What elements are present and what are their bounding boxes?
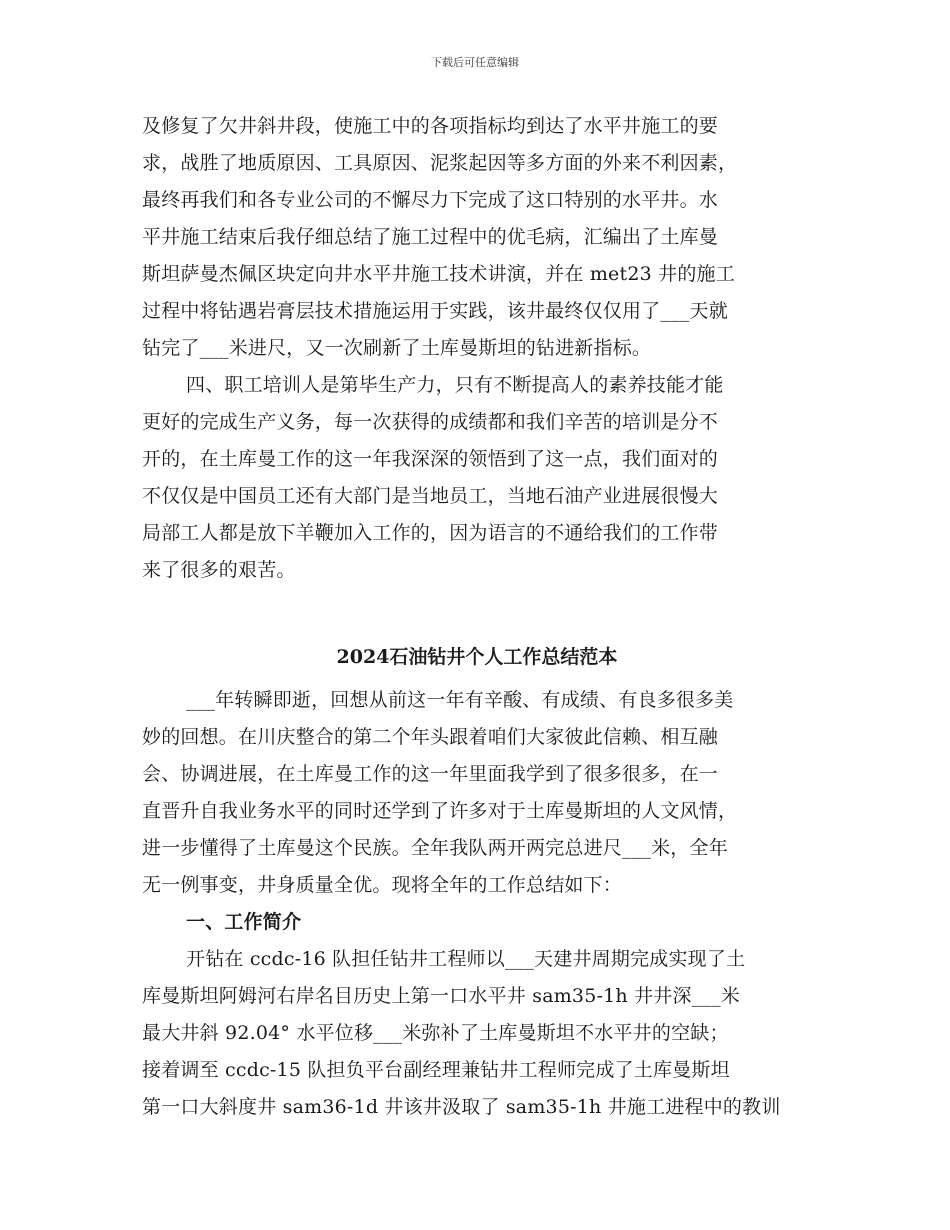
paragraph-intro bbox=[142, 682, 812, 904]
text-line: 接着调至 ccdc-15 队担负平台副经理兼钻井工程师完成了土库曼斯坦 bbox=[142, 1059, 730, 1081]
text-line: 无一例事变，井身质量全优。现将全年的工作总结如下： bbox=[142, 874, 623, 896]
paragraph-training bbox=[142, 367, 812, 626]
text-line: 过程中将钻遇岩膏层技术措施运用于实践，该井最终仅仅用了___天就 bbox=[142, 300, 728, 322]
text-line: 进一步懂得了土库曼这个民族。全年我队两开两完总进尺___米，全年 bbox=[142, 837, 728, 859]
text-line: 不仅仅是中国员工还有大部门是当地员工，当地石油产业进展很慢大 bbox=[142, 485, 719, 507]
text-line: 更好的完成生产义务，每一次获得的成绩都和我们辛苦的培训是分不 bbox=[142, 411, 719, 433]
text-line: 来了很多的艰苦。 bbox=[142, 559, 296, 581]
document-title: 2024石油钻井个人工作总结范本 bbox=[336, 646, 618, 668]
text-line: 直晋升自我业务水平的同时还学到了许多对于土库曼斯坦的人文风情， bbox=[142, 800, 738, 822]
text-line: 局部工人都是放下羊鞭加入工作的，因为语言的不通给我们的工作带 bbox=[142, 522, 719, 544]
text-line: 开的，在土库曼工作的这一年我深深的领悟到了这一点，我们面对的 bbox=[142, 448, 719, 470]
text-line: 妙的回想。在川庆整合的第二个年头跟着咱们大家彼此信赖、相互融 bbox=[142, 726, 719, 748]
text-line: 平井施工结束后我仔细总结了施工过程中的优毛病，汇编出了土库曼 bbox=[142, 226, 719, 248]
document-body bbox=[142, 108, 812, 1126]
text-line: 四、职工培训人是第毕生产力，只有不断提高人的素养技能才能 bbox=[186, 374, 724, 396]
text-line: 最大井斜 92.04° 水平位移___米弥补了土库曼斯坦不水平井的空缺； bbox=[142, 1022, 729, 1044]
text-line: 钻完了___米进尺，又一次刷新了土库曼斯坦的钻进新指标。 bbox=[142, 337, 652, 359]
text-line: 求，战胜了地质原因、工具原因、泥浆起因等多方面的外来不利因素， bbox=[142, 152, 738, 174]
section-heading: 一、工作简介 bbox=[186, 911, 302, 933]
text-line: 斯坦萨曼杰佩区块定向井水平井施工技术讲演，并在 met23 井的施工 bbox=[142, 263, 735, 285]
page-header: 下载后可任意编辑 bbox=[431, 56, 519, 69]
text-line: 最终再我们和各专业公司的不懈尽力下完成了这口特别的水平井。水 bbox=[142, 189, 719, 211]
text-line: 及修复了欠井斜井段，使施工中的各项指标均到达了水平井施工的要 bbox=[142, 115, 719, 137]
text-line: 开钻在 ccdc-16 队担任钻井工程师以___天建井周期完成实现了土 bbox=[186, 948, 746, 970]
text-line: 第一口大斜度井 sam36-1d 井该井汲取了 sam35-1h 井施工进程中的教训 bbox=[142, 1096, 781, 1118]
text-line bbox=[142, 589, 812, 626]
text-line: 库曼斯坦阿姆河右岸名目历史上第一口水平井 sam35-1h 井井深___米 bbox=[142, 985, 740, 1007]
paragraph-work-intro bbox=[142, 941, 812, 1126]
text-line: ___年转瞬即逝，回想从前这一年有辛酸、有成绩、有良多很多美 bbox=[186, 689, 734, 711]
paragraph-continuation bbox=[142, 108, 812, 367]
text-line: 会、协调进展，在土库曼工作的这一年里面我学到了很多很多，在一 bbox=[142, 763, 719, 785]
